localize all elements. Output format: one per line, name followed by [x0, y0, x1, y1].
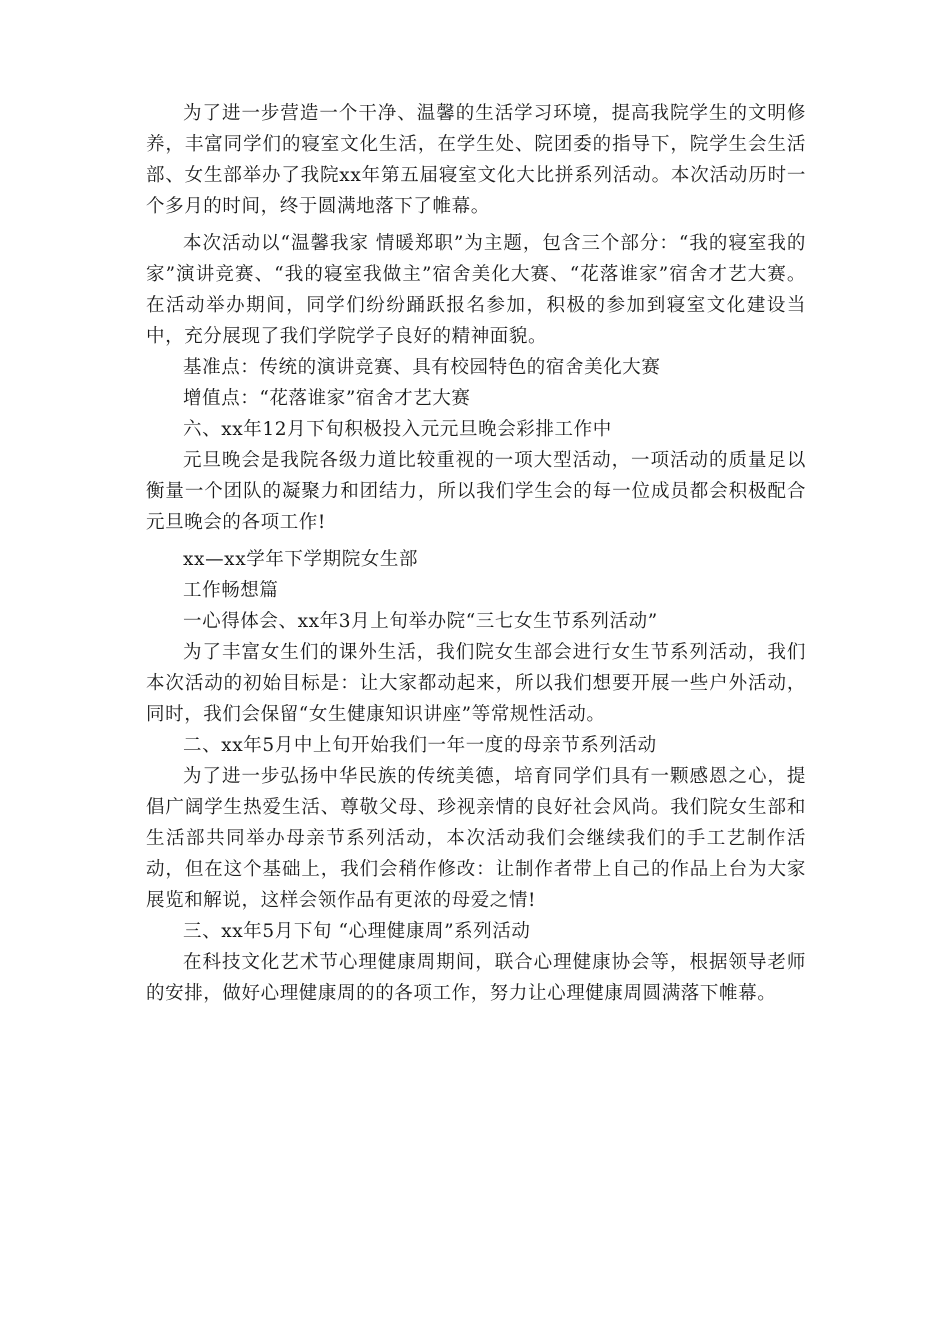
paragraph-baseline: 基准点：传统的演讲竞赛、具有校园特色的宿舍美化大赛 — [183, 357, 661, 378]
heading-section-six: 六、xx年12月下旬积极投入元元旦晚会彩排工作中 — [183, 419, 612, 440]
heading-work-vision: 工作畅想篇 — [183, 580, 279, 601]
paragraph-mental-health-week: 在科技文化艺术节心理健康周期间，联合心理健康协会等，根据领导老师的安排，做好心理健康周的的各项工作，努力让心理健康周圆满落下帷幕。 — [146, 952, 806, 1004]
paragraph-intro: 为了进一步营造一个干净、温馨的生活学习环境，提高我院学生的文明修养，丰富同学们的寝室文化生活，在学生处、院团委的指导下，院学生会生活部、女生部举办了我院xx年第五届寝室文化大比拼系列活动。本次活动历时一个多月的时间，终于圆满地落下了帷幕。 — [146, 103, 806, 217]
heading-womens-day: 一心得体会、xx年3月上旬举办院“三七女生节系列活动” — [183, 611, 658, 632]
paragraph-value-add: 增值点：“花落谁家”宿舍才艺大赛 — [183, 388, 471, 409]
paragraph-womens-day: 为了丰富女生们的课外生活，我们院女生部会进行女生节系列活动，我们本次活动的初始目标是：让大家都动起来，所以我们想要开展一些户外活动，同时，我们会保留“女生健康知识讲座”等常规性活动。 — [146, 642, 806, 725]
heading-semester: xx—xx学年下学期院女生部 — [183, 549, 419, 570]
heading-mental-health-week: 三、xx年5月下旬 “心理健康周”系列活动 — [183, 921, 531, 942]
document-body — [146, 98, 806, 1009]
paragraph-theme: 本次活动以“温馨我家 情暖郑职”为主题，包含三个部分：“我的寝室我的家”演讲竞赛、“我的寝室我做主”宿舍美化大赛、“花落谁家”宿舍才艺大赛。在活动举办期间，同学们纷纷踊跃报名参加，积极的参加到寝室文化建设当中，充分展现了我们学院学子良好的精神面貌。 — [146, 233, 807, 347]
paragraph-new-year-gala: 元旦晚会是我院各级力道比较重视的一项大型活动，一项活动的质量足以衡量一个团队的凝聚力和团结力，所以我们学生会的每一位成员都会积极配合元旦晚会的各项工作! — [146, 450, 806, 533]
heading-mothers-day: 二、xx年5月中上旬开始我们一年一度的母亲节系列活动 — [183, 735, 657, 756]
paragraph-mothers-day: 为了进一步弘扬中华民族的传统美德，培育同学们具有一颗感恩之心，提倡广阔学生热爱生活、尊敬父母、珍视亲情的良好社会风尚。我们院女生部和生活部共同举办母亲节系列活动，本次活动我们会继续我们的手工艺制作活动，但在这个基础上，我们会稍作修改：让制作者带上自己的作品上台为大家展览和解说，这样会领作品有更浓的母爱之情! — [146, 766, 806, 911]
